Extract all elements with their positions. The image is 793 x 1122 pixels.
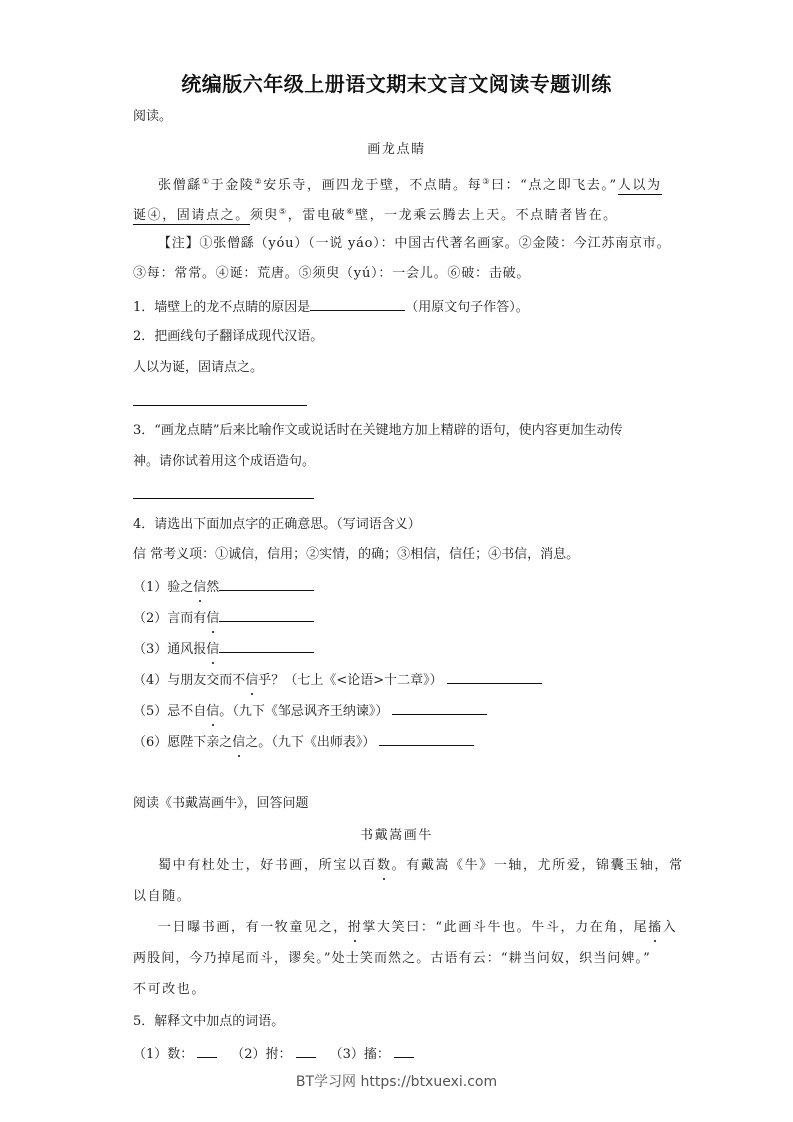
question-2-sentence: 人以为诞，固请点之。 [133,360,264,375]
question-5-items: （1）数： （2）拊： （3）搐： [133,1043,414,1065]
answer-blank-q5-3[interactable] [394,1043,414,1058]
answer-line-q3[interactable] [133,498,314,499]
question-5: 5．解释文中加点的词语。 [133,1014,285,1029]
answer-blank-q5-2[interactable] [296,1043,316,1058]
answer-blank-q5-1[interactable] [197,1043,217,1058]
notes-line-2: ③每：常常。④诞：荒唐。⑤须臾（yú）：一会儿。⑥破：击破。 [133,266,531,281]
question-2: 2．把画线句子翻译成现代汉语。 [133,329,324,344]
passage-title-hualong: 画龙点睛 [367,142,426,157]
q4-item-5: （5）忌不自信。（九下《邹忌讽齐王纳谏》） [133,700,487,722]
answer-blank-q4-1[interactable] [219,576,314,591]
answer-blank-q4-2[interactable] [219,607,314,622]
daisong-p1-line-1: 蜀中有杜处士，好书画，所宝以百数。有戴嵩《牛》一轴，尤所爱，锦囊玉轴，常 [158,856,684,876]
question-3-line-1: 3．“画龙点睛”后来比喻作文或说话时在关键地方加上精辟的语句，使内容更加生动传 [133,423,623,438]
section2-intro: 阅读《书戴嵩画牛》，回答问题 [133,796,309,811]
q4-item-2: （2）言而有信 [133,607,314,629]
q4-item-3: （3）通风报信 [133,638,314,660]
daisong-p1-line-2: 以自随。 [133,889,192,904]
underlined-sentence-part2: 诞④，固请点之。 [133,208,250,223]
q4-item-1: （1）验之信然 [133,576,314,598]
question-1: 1．墙壁上的龙不点睛的原因是 （用原文句子作答）。 [133,296,529,318]
answer-line-q2[interactable] [133,405,307,406]
section1-intro: 阅读。 [133,109,173,124]
underlined-sentence-part1: 人以为 [617,178,662,193]
notes-line-1: 【注】①张僧繇（yóu）（一说 yáo）：中国古代著名画家。②金陵：今江苏南京市。 [158,236,671,251]
daisong-p2-line-3: 不可改也。 [133,982,207,997]
answer-blank-q1[interactable] [310,296,405,311]
q4-item-4: （4）与朋友交而不信乎？（七上《<论语>十二章》） [133,669,542,691]
q4-item-6: （6）愿陛下亲之信之。（九下《出师表》） [133,731,474,753]
daisong-p2-line-2: 两股间，今乃掉尾而斗，谬矣。”处士笑而然之。古语有云：“耕当问奴，织当问婢。” [133,951,651,966]
answer-blank-q4-4[interactable] [447,669,542,684]
passage-title-daisong: 书戴嵩画牛 [359,828,433,843]
answer-blank-q4-6[interactable] [379,731,474,746]
footer-watermark: BT学习网 https://btxuexi.com [295,1074,498,1090]
question-3-line-2: 神。请你试着用这个成语造句。 [133,454,316,469]
answer-blank-q4-3[interactable] [219,638,314,653]
question-4-meanings: 信 常考义项：①诚信，信用；②实情，的确；③相信，信任；④书信，消息。 [133,547,580,562]
passage-line-1: 张僧繇①于金陵②安乐寺，画四龙于壁，不点睛。每③曰：“点之即飞去。”人以为 [158,177,662,193]
question-4: 4．请选出下面加点字的正确意思。（写词语含义） [133,517,421,532]
passage-line-2: 诞④，固请点之。须臾⑤，雷电破⑥壁，一龙乘云腾去上天。不点睛者皆在。 [133,207,618,223]
daisong-p2-line-1: 一日曝书画，有一牧童见之，拊掌大笑曰：“此画斗牛也。牛斗，力在角，尾搐入 [158,918,677,938]
page-title: 统编版六年级上册语文期末文言文阅读专题训练 [181,72,612,96]
answer-blank-q4-5[interactable] [392,700,487,715]
